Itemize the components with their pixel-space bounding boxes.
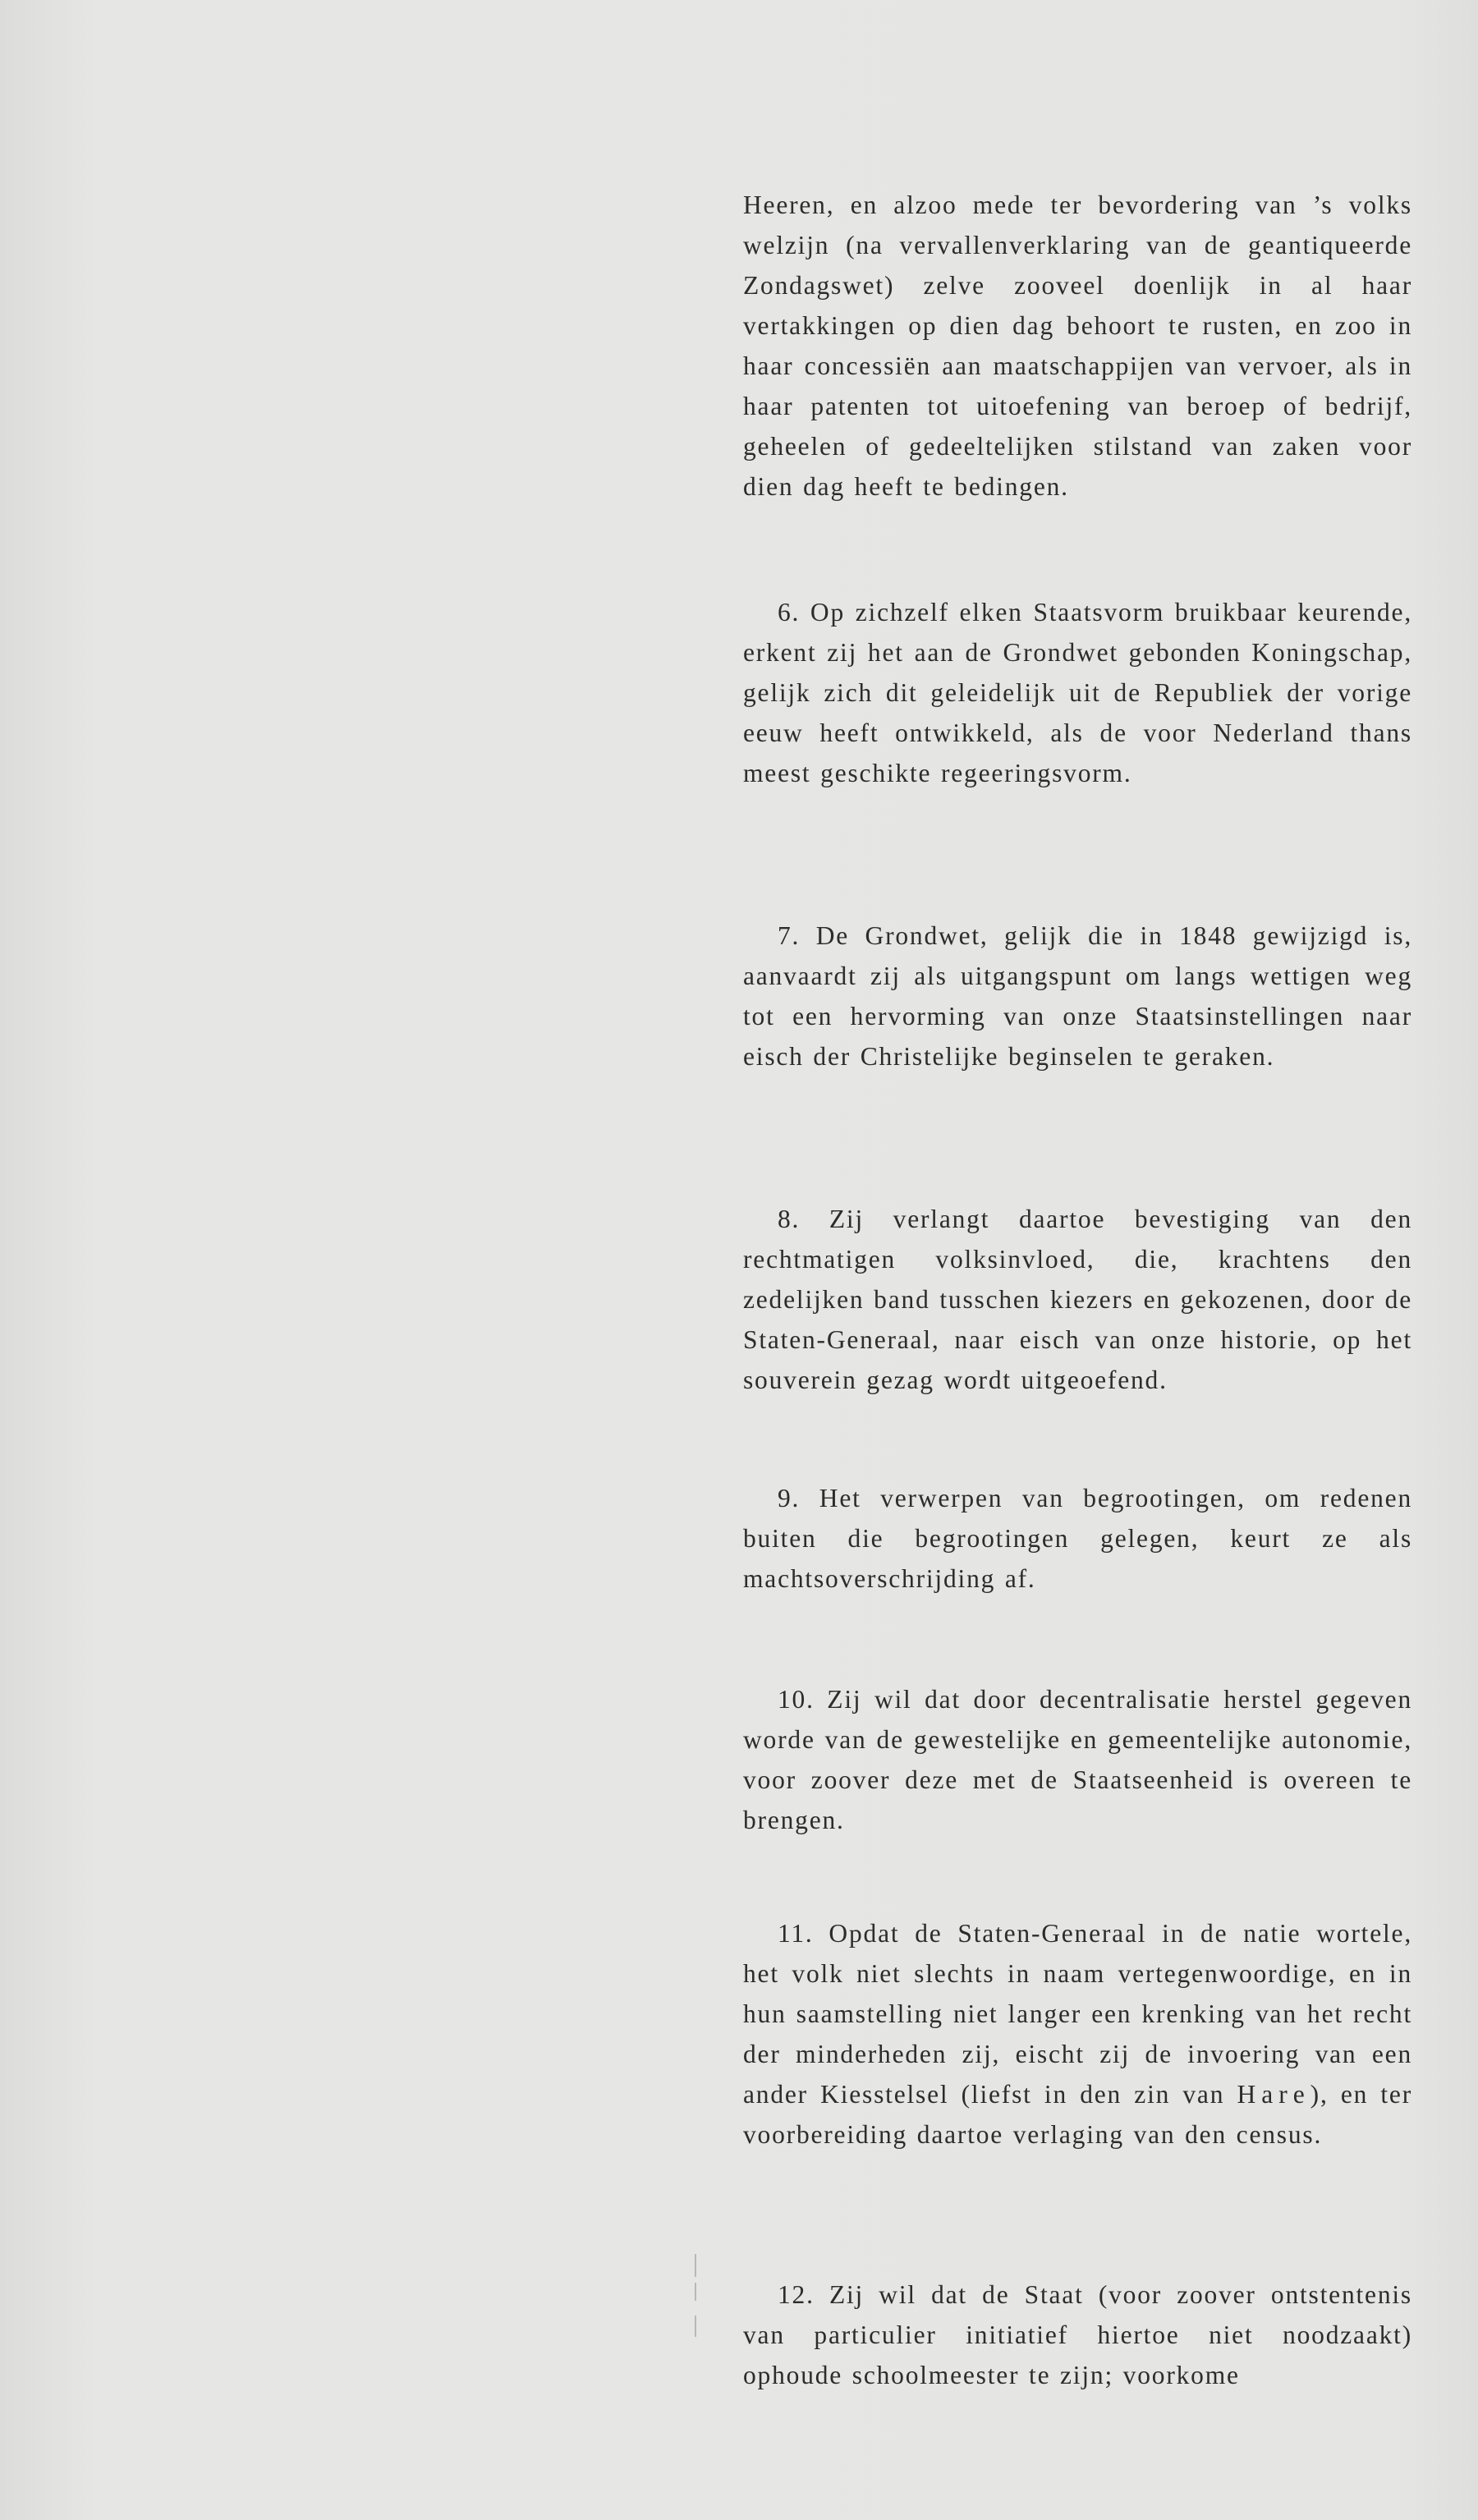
paragraph-intro — [743, 185, 1412, 507]
paragraph-10-text: 10. Zij wil dat door decentralisatie herstel gegeven worde van de gewestelijke en gemeentelijke autonomie, voor zoover deze met de Staatseenheid is overeen te brengen. — [743, 1685, 1412, 1834]
paragraph-6-text: 6. Op zichzelf elken Staatsvorm bruikbaar keurende, erkent zij het aan de Grondwet gebonden Koningschap, gelijk zich dit geleidelijk uit de Republiek der vorige eeuw heeft ontwikkeld, als de voor Nederland thans meest geschikte regeeringsvorm. — [743, 598, 1412, 787]
paragraph-10 — [743, 1679, 1412, 1840]
paragraph-11-emphasis: Hare — [1237, 2080, 1310, 2109]
paragraph-11-text-end: ), en ter voorbereiding daartoe verlaging van den census. — [743, 2080, 1412, 2149]
paragraph-9-text: 9. Het verwerpen van begrootingen, om redenen buiten die begrootingen gelegen, keurt ze als machtsoverschrijding af. — [743, 1484, 1412, 1593]
margin-mark — [695, 2254, 696, 2277]
paragraph-11-text: 11. Opdat de Staten-Generaal in de natie wortele, het volk niet slechts in naam vertegenwoordige, en in hun saamstelling niet langer een krenking van het recht der minderheden zij, eischt zij de invoering van een ander Kiesstelsel (liefst in den zin van — [743, 1919, 1412, 2109]
paragraph-7-text: 7. De Grondwet, gelijk die in 1848 gewijzigd is, aanvaardt zij als uitgangspunt om langs wettigen weg tot een hervorming van onze Staatsinstellingen naar eisch der Christelijke beginselen te geraken. — [743, 921, 1412, 1071]
paragraph-7 — [743, 916, 1412, 1076]
paragraph-11 — [743, 1913, 1412, 2155]
paragraph-12-text: 12. Zij wil dat de Staat (voor zoover ontstentenis van particulier initiatief hiertoe niet noodzaakt) ophoude schoolmeester te zijn; voorkome — [743, 2280, 1412, 2389]
paragraph-6 — [743, 592, 1412, 793]
paragraph-8-text: 8. Zij verlangt daartoe bevestiging van den rechtmatigen volksinvloed, die, krachtens den zedelijken band tusschen kiezers en gekozenen, door de Staten-Generaal, naar eisch van onze historie, op het souverein gezag wordt uitgeoefend. — [743, 1205, 1412, 1394]
paragraph-8 — [743, 1199, 1412, 1400]
paragraph-12 — [743, 2274, 1412, 2395]
paragraph-intro-text: Heeren, en alzoo mede ter bevordering van ’s volks welzijn (na vervallenverklaring van de geantiqueerde Zondagswet) zelve zooveel doenlijk in al haar vertakkingen op dien dag behoort te rusten, en zoo in haar concessiën aan maatschappijen van vervoer, als in haar patenten tot uitoefening van beroep of bedrijf, geheelen of gedeeltelijken stilstand van zaken voor dien dag heeft te bedingen. — [743, 190, 1412, 501]
margin-mark — [695, 2283, 696, 2301]
margin-mark — [695, 2316, 696, 2337]
paragraph-9 — [743, 1478, 1412, 1599]
